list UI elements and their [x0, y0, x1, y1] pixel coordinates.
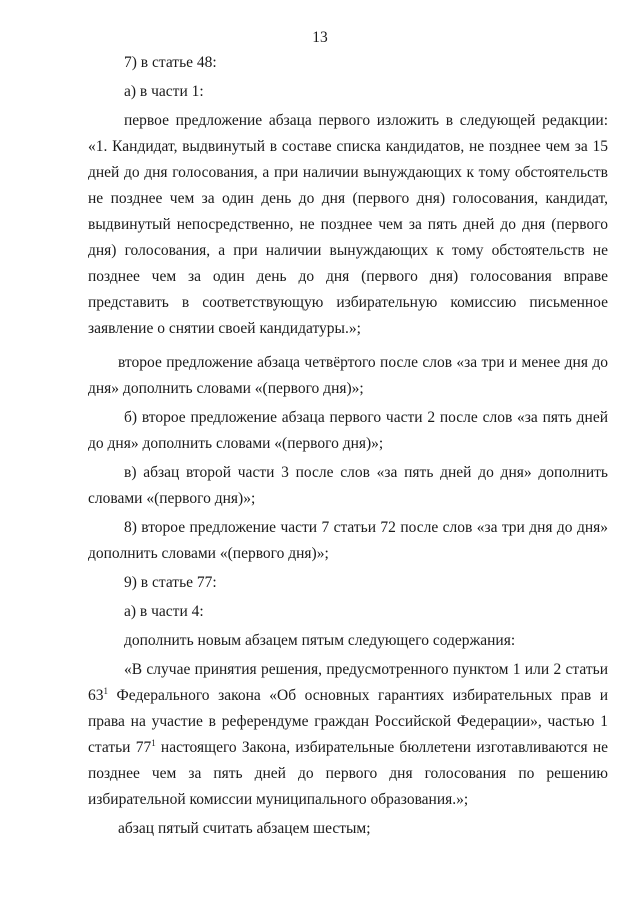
document-body — [88, 50, 608, 842]
paragraph-article-72: 8) второе предложение части 7 статьи 72 после слов «за три дня до дня» дополнить словами «(первого дня)»; — [88, 519, 608, 562]
page-number: 13 — [312, 29, 328, 46]
paragraph-quote — [88, 657, 608, 813]
paragraph-part-3: в) абзац второй части 3 после слов «за пять дней до дня» дополнить словами «(первого дня)»; — [88, 464, 608, 507]
paragraph-part-2: б) второе предложение абзаца первого части 2 после слов «за пять дней до дня» дополнить словами «(первого дня)»; — [88, 409, 608, 452]
paragraph-article-77: 9) в статье 77: — [124, 574, 217, 591]
quote-text-1: «В случае принятия решения, предусмотренного пунктом 1 или 2 статьи 63 — [88, 661, 608, 704]
quote-superscript-2: 1 — [151, 737, 156, 748]
paragraph-part-4: а) в части 4: — [124, 603, 204, 620]
paragraph-part-1: а) в части 1: — [124, 83, 204, 100]
paragraph-last: абзац пятый считать абзацем шестым; — [118, 820, 371, 837]
quote-text-3: настоящего Закона, избирательные бюллетени изготавливаются не позднее чем за пять дней до первого дня голосования по решению избирательной комиссии муниципального образования.»; — [88, 739, 608, 808]
quote-superscript-1: 1 — [103, 685, 108, 696]
quote-text-2: Федерального закона «Об основных гарантиях избирательных прав и права на участие в референдуме граждан Российской Федерации», частью 1 статьи 77 — [88, 687, 608, 756]
paragraph-new-first-sentence: первое предложение абзаца первого изложить в следующей редакции: «1. Кандидат, выдвинутый в составе списка кандидатов, не позднее чем за 15 дней до дня голосования, а при наличии вынуждающих к тому обстоятельств не позднее чем за один день до дня (первого дня) голосования, кандидат, выдвинутый непосредственно, не позднее чем за пять дней до дня (первого дня) голосования, а при наличии вынуждающих к тому обстоятельств не позднее чем за один день до дня (первого дня) голосования вправе представить в соответствующую избирательную комиссию письменное заявление о снятии своей кандидатуры.»; — [88, 112, 608, 337]
paragraph-new-fifth-abzac: дополнить новым абзацем пятым следующего содержания: — [124, 632, 516, 649]
paragraph-article-48: 7) в статье 48: — [124, 54, 217, 71]
paragraph-fourth-abzac: второе предложение абзаца четвёртого после слов «за три и менее дня до дня» дополнить словами «(первого дня)»; — [88, 354, 608, 397]
